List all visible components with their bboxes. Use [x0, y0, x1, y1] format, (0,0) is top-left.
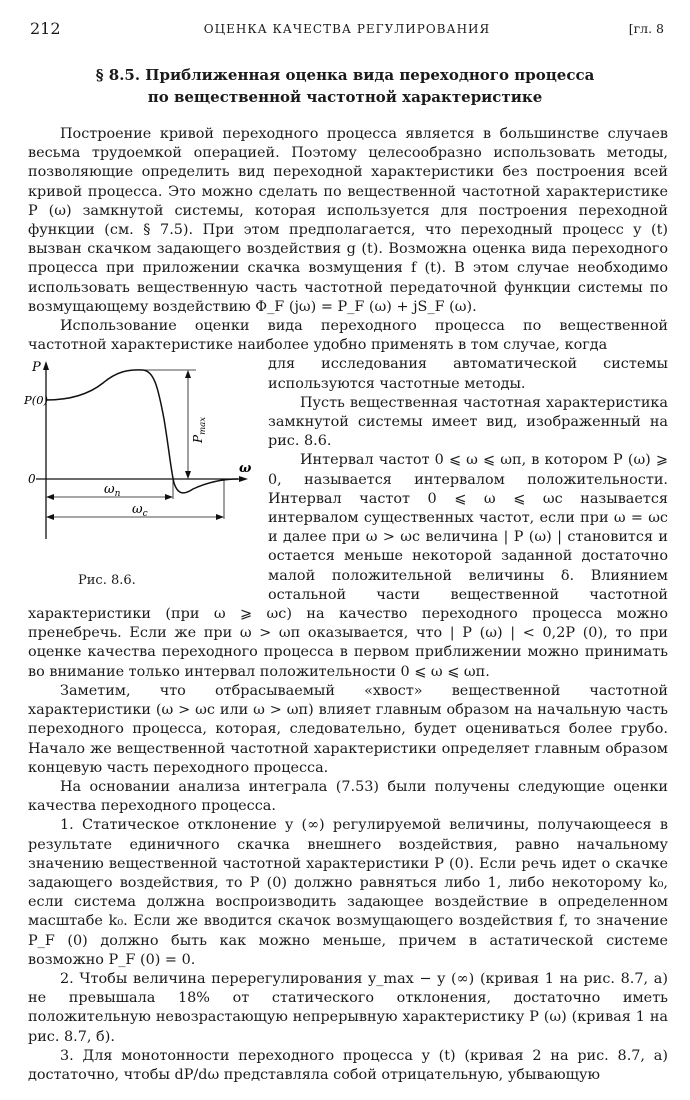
paragraph-7: На основании анализа интеграла (7.53) были получены следующие оценки качества переходного процесса.	[28, 778, 668, 815]
omega-c-label	[132, 502, 148, 519]
running-head	[30, 18, 664, 40]
pmax-label	[191, 417, 208, 444]
body-text	[24, 125, 668, 1085]
svg-text:Pmax	[191, 417, 208, 444]
omega-p-arrow-right	[165, 494, 173, 500]
section-title-line-2: по вещественной частотной характеристике	[147, 88, 543, 106]
p0-label: P(0)	[24, 393, 49, 408]
page-number: 212	[30, 19, 61, 38]
omega-p-label-sub: п	[114, 489, 121, 500]
paragraph-4: Пусть вещественная частотная характеристика замкнутой системы имеет вид, изображенный на рис. 8.6.	[268, 394, 668, 450]
paragraph-1: Построение кривой переходного процесса является в большинстве случаев весьма трудоемкой операцией. Поэтому целесообразно использовать методы, позволяющие определить вид переходной характеристики без построения всей кривой процесса. Это можно сделать по вещественной частотной характеристике P (ω) замкнутой системы, которая используется для построения переходной функции (см. § 7.5). При этом предполагается, что переходный процесс y (t) вызван скачком задающего воздействия g (t). Возможна оценка вида переходного процесса при приложении скачка возмущения f (t). В этом случае необходимо использовать вещественную часть частотной передаточной функции системы по возмущающему воздействию Φ_F (jω) = P_F (ω) + jS_F (ω).	[28, 126, 668, 315]
paragraph-10: 3. Для монотонности переходного процесса y (t) (кривая 2 на рис. 8.7, а) достаточно, чтобы dP/dω представляла собой отрицательную, убывающую	[28, 1047, 668, 1083]
pmax-label-main: P	[191, 435, 205, 444]
pmax-label-sub: max	[198, 417, 208, 436]
x-axis-arrow	[239, 476, 248, 482]
pmax-arrow-bottom	[185, 471, 191, 479]
origin-label: 0	[28, 472, 36, 487]
section-title	[60, 64, 630, 108]
paragraph-5: Интервал частот 0 ⩽ ω ⩽ ωп, в котором P (ω) ⩾ 0, называется интервалом положительности. Интервал частот 0 ⩽ ω ⩽ ωс называется интервалом существенных частот, если при ω = ωс и далее при ω > ωс величина | P (ω) | становится и остается меньше некоторой заданной достаточно малой положительной величины δ. Влиянием остальной части вещественной частотной характеристики (при ω ⩾ ωс) на качество переходного процесса можно пренебречь. Если же при ω > ωп оказывается, что | P (ω) | < 0,2P (0), то при оценке качества переходного процесса в первом приближении можно принимать во внимание только интервал положительности 0 ⩽ ω ⩽ ωп.	[28, 452, 668, 680]
paragraph-3: для исследования автоматической системы используются частотные методы.	[268, 356, 668, 392]
y-axis-label: P	[32, 360, 41, 376]
paragraph-8: 1. Статическое отклонение y (∞) регулируемой величины, получающееся в результате единичного скачка внешнего воздействия, равно начальному значению вещественной частотной характеристики P (0). Если речь идет о скачке задающего воздействия, то P (0) должно равняться либо 1, либо некоторому k₀, если система должна воспроизводить задающее воздействие в определенном масштабе k₀. Если же вводится скачок возмущающего воздействия f, то значение P_F (0) должно быть как можно меньше, причем в астатической системе возможно P_F (0) = 0.	[28, 817, 668, 968]
omega-p-label	[104, 482, 121, 499]
frequency-response-plot	[24, 359, 260, 569]
omega-c-arrow-right	[216, 514, 224, 520]
pmax-arrow-top	[185, 370, 191, 378]
paragraph-9: 2. Чтобы величина перерегулирования y_max − y (∞) (кривая 1 на рис. 8.7, а) не превышала 18% от статического отклонения, достаточно иметь положительную невозрастающую непрерывную характеристику P (ω) (кривая 1 на рис. 8.7, б).	[28, 970, 668, 1045]
y-axis-arrow	[43, 361, 49, 370]
omega-c-label-main: ω	[132, 502, 143, 518]
section-title-line-1: § 8.5. Приближенная оценка вида переходного процесса	[95, 66, 595, 84]
omega-p-arrow-left	[46, 494, 54, 500]
omega-c-arrow-left	[46, 514, 54, 520]
running-title: ОЦЕНКА КАЧЕСТВА РЕГУЛИРОВАНИЯ	[203, 22, 491, 36]
paragraph-2: Использование оценки вида переходного процесса по вещественной частотной характеристике наиболее удобно применять в том случае, когда	[28, 318, 668, 354]
figure-8-6	[24, 355, 260, 599]
paragraph-6: Заметим, что отбрасываемый «хвост» вещественной частотной характеристики (ω > ωс или ω > ωп) влияет главным образом на начальную часть переходного процесса, которая, следовательно, будет оцениваться более грубо. Начало же вещественной частотной характеристики определяет главным образом концевую часть переходного процесса.	[28, 682, 668, 776]
chapter-reference: [гл. 8	[628, 21, 664, 36]
x-axis-label: ω	[239, 461, 252, 477]
omega-c-label-sub: c	[142, 509, 148, 520]
figure-caption: Рис. 8.6.	[78, 573, 136, 589]
omega-p-label-main: ω	[104, 482, 115, 498]
response-curve	[46, 370, 238, 493]
